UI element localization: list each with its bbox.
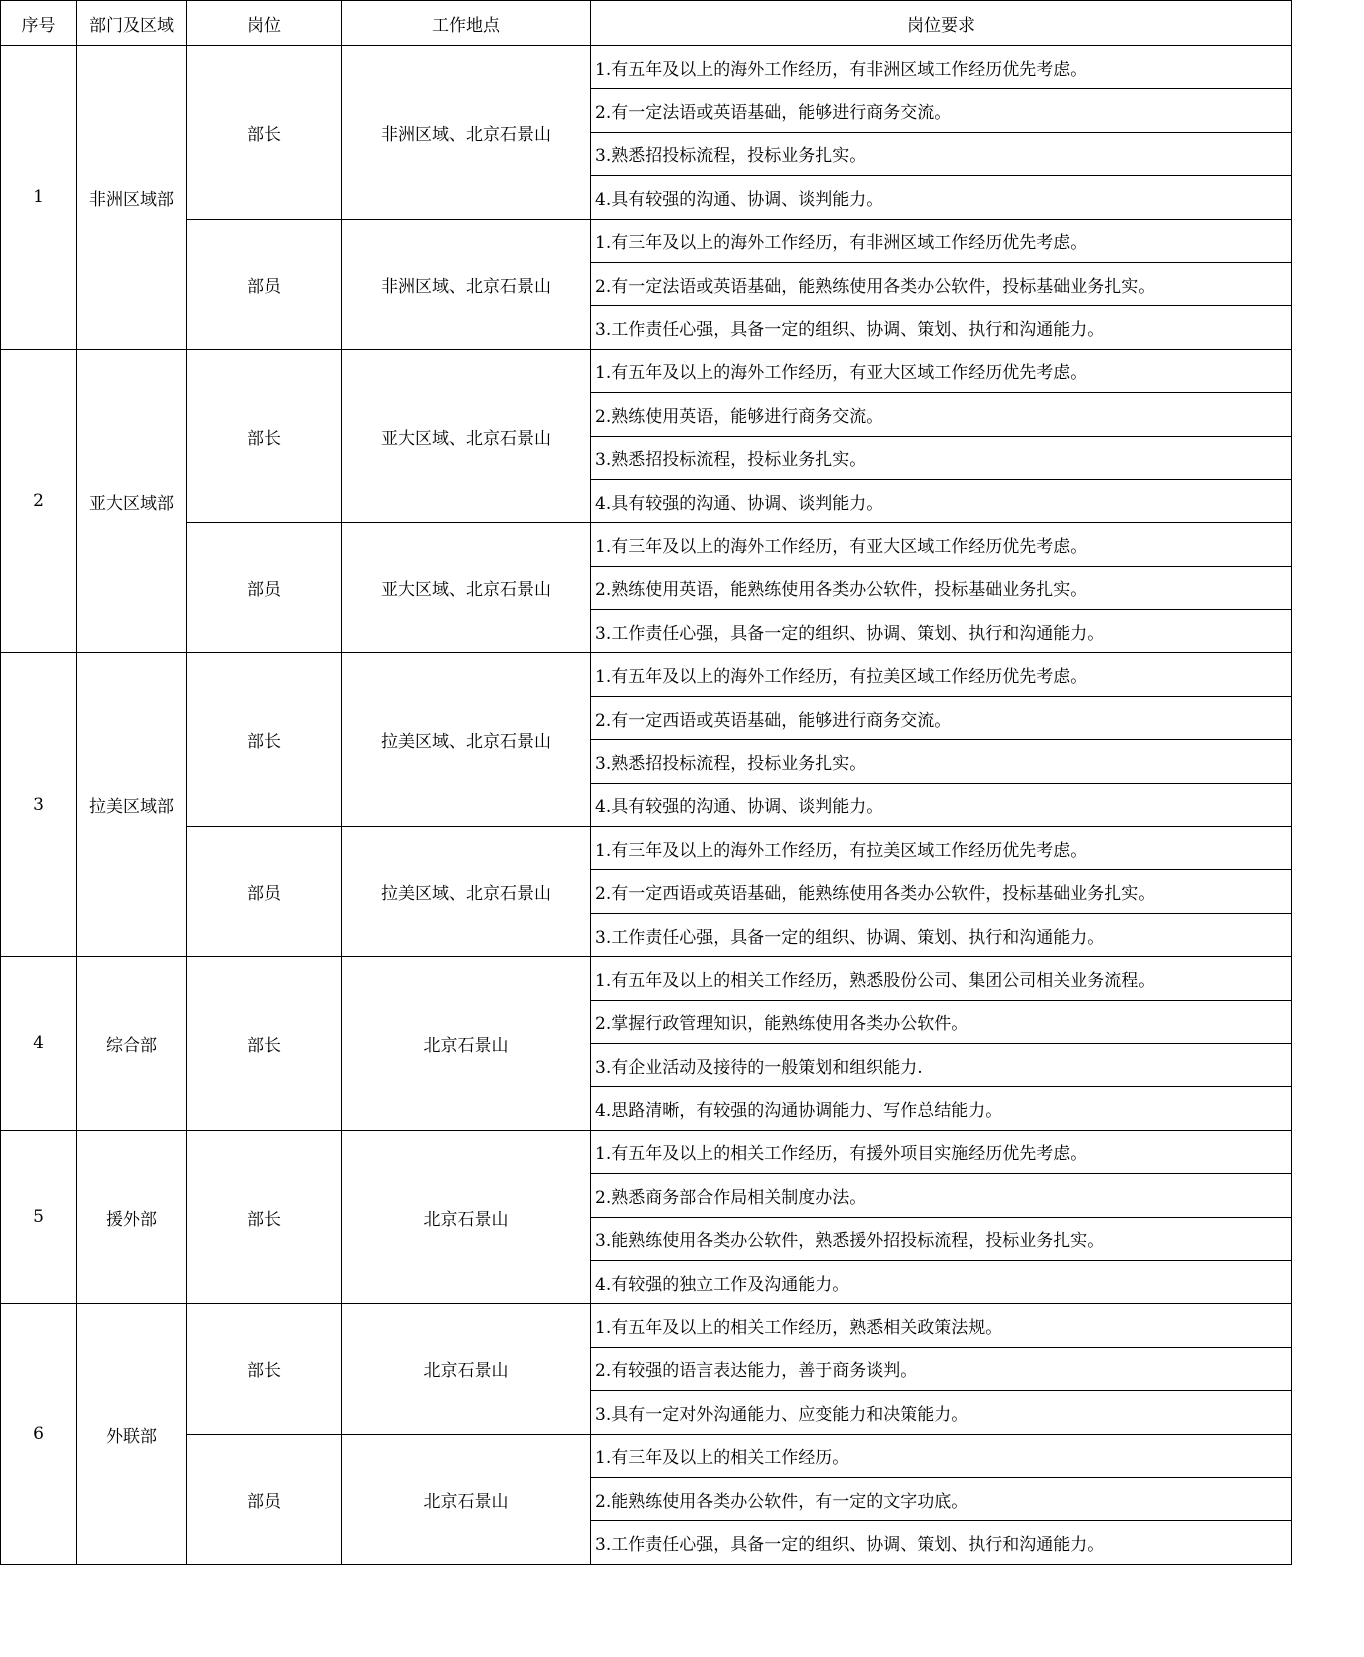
position-title: 部员 — [187, 523, 342, 653]
department-number: 5 — [1, 1130, 77, 1304]
position-title: 部长 — [187, 46, 342, 220]
requirement-item: 1.有三年及以上的相关工作经历。 — [591, 1434, 1292, 1477]
requirement-item: 3.熟悉招投标流程，投标业务扎实。 — [591, 740, 1292, 783]
requirement-item: 1.有五年及以上的相关工作经历，熟悉股份公司、集团公司相关业务流程。 — [591, 957, 1292, 1000]
department-name: 援外部 — [77, 1130, 187, 1304]
position-title: 部员 — [187, 1434, 342, 1564]
work-location: 北京石景山 — [342, 1304, 591, 1434]
work-location: 北京石景山 — [342, 1130, 591, 1304]
work-location: 北京石景山 — [342, 957, 591, 1131]
header-position: 岗位 — [187, 1, 342, 46]
requirement-item: 3.工作责任心强，具备一定的组织、协调、策划、执行和沟通能力。 — [591, 610, 1292, 653]
requirement-item: 1.有五年及以上的海外工作经历，有亚大区域工作经历优先考虑。 — [591, 349, 1292, 392]
work-location: 亚大区域、北京石景山 — [342, 349, 591, 523]
department-number: 4 — [1, 957, 77, 1131]
requirement-item: 2.有一定法语或英语基础，能熟练使用各类办公软件，投标基础业务扎实。 — [591, 262, 1292, 305]
work-location: 拉美区域、北京石景山 — [342, 653, 591, 827]
table-row — [1, 827, 1292, 870]
requirement-item: 2.有一定西语或英语基础，能够进行商务交流。 — [591, 696, 1292, 739]
requirement-item: 1.有三年及以上的海外工作经历，有亚大区域工作经历优先考虑。 — [591, 523, 1292, 566]
requirement-item: 3.熟悉招投标流程，投标业务扎实。 — [591, 132, 1292, 175]
requirement-item: 4.具有较强的沟通、协调、谈判能力。 — [591, 176, 1292, 219]
department-number: 3 — [1, 653, 77, 957]
position-title: 部长 — [187, 653, 342, 827]
table-row — [1, 1434, 1292, 1477]
work-location: 非洲区域、北京石景山 — [342, 219, 591, 349]
department-name: 非洲区域部 — [77, 46, 187, 350]
header-location: 工作地点 — [342, 1, 591, 46]
requirement-item: 1.有五年及以上的海外工作经历，有拉美区域工作经历优先考虑。 — [591, 653, 1292, 696]
requirement-item: 3.工作责任心强，具备一定的组织、协调、策划、执行和沟通能力。 — [591, 306, 1292, 349]
requirement-item: 3.有企业活动及接待的一般策划和组织能力. — [591, 1043, 1292, 1086]
work-location: 拉美区域、北京石景山 — [342, 827, 591, 957]
requirement-item: 2.能熟练使用各类办公软件，有一定的文字功底。 — [591, 1477, 1292, 1520]
requirement-item: 3.能熟练使用各类办公软件，熟悉援外招投标流程，投标业务扎实。 — [591, 1217, 1292, 1260]
requirement-item: 4.具有较强的沟通、协调、谈判能力。 — [591, 783, 1292, 826]
header-requirements: 岗位要求 — [591, 1, 1292, 46]
requirement-item: 2.熟练使用英语，能够进行商务交流。 — [591, 393, 1292, 436]
position-title: 部长 — [187, 957, 342, 1131]
requirement-item: 4.思路清晰，有较强的沟通协调能力、写作总结能力。 — [591, 1087, 1292, 1130]
department-name: 综合部 — [77, 957, 187, 1131]
table-row — [1, 653, 1292, 696]
table-row — [1, 957, 1292, 1000]
requirement-item: 2.有一定西语或英语基础，能熟练使用各类办公软件，投标基础业务扎实。 — [591, 870, 1292, 913]
requirement-item: 2.熟悉商务部合作局相关制度办法。 — [591, 1174, 1292, 1217]
work-location: 非洲区域、北京石景山 — [342, 46, 591, 220]
header-department: 部门及区域 — [77, 1, 187, 46]
header-no: 序号 — [1, 1, 77, 46]
department-name: 亚大区域部 — [77, 349, 187, 653]
department-name: 外联部 — [77, 1304, 187, 1564]
requirement-item: 4.具有较强的沟通、协调、谈判能力。 — [591, 479, 1292, 522]
requirement-item: 2.有较强的语言表达能力，善于商务谈判。 — [591, 1347, 1292, 1390]
table-row — [1, 219, 1292, 262]
work-location: 亚大区域、北京石景山 — [342, 523, 591, 653]
requirement-item: 1.有三年及以上的海外工作经历，有非洲区域工作经历优先考虑。 — [591, 219, 1292, 262]
requirement-item: 1.有三年及以上的海外工作经历，有拉美区域工作经历优先考虑。 — [591, 827, 1292, 870]
position-title: 部长 — [187, 1304, 342, 1434]
requirement-item: 3.具有一定对外沟通能力、应变能力和决策能力。 — [591, 1391, 1292, 1434]
requirement-item: 3.工作责任心强，具备一定的组织、协调、策划、执行和沟通能力。 — [591, 913, 1292, 956]
department-number: 2 — [1, 349, 77, 653]
requirement-item: 2.掌握行政管理知识，能熟练使用各类办公软件。 — [591, 1000, 1292, 1043]
work-location: 北京石景山 — [342, 1434, 591, 1564]
position-title: 部长 — [187, 349, 342, 523]
requirement-item: 4.有较强的独立工作及沟通能力。 — [591, 1260, 1292, 1303]
table-row — [1, 523, 1292, 566]
header-row — [1, 1, 1292, 46]
position-title: 部员 — [187, 827, 342, 957]
department-number: 1 — [1, 46, 77, 350]
requirement-item: 1.有五年及以上的相关工作经历，有援外项目实施经历优先考虑。 — [591, 1130, 1292, 1173]
position-title: 部长 — [187, 1130, 342, 1304]
department-number: 6 — [1, 1304, 77, 1564]
requirement-item: 2.熟练使用英语，能熟练使用各类办公软件，投标基础业务扎实。 — [591, 566, 1292, 609]
department-name: 拉美区域部 — [77, 653, 187, 957]
requirement-item: 1.有五年及以上的海外工作经历，有非洲区域工作经历优先考虑。 — [591, 46, 1292, 89]
table-row — [1, 1304, 1292, 1347]
requirement-item: 3.熟悉招投标流程，投标业务扎实。 — [591, 436, 1292, 479]
table-row — [1, 46, 1292, 89]
requirement-item: 3.工作责任心强，具备一定的组织、协调、策划、执行和沟通能力。 — [591, 1521, 1292, 1564]
position-title: 部员 — [187, 219, 342, 349]
table-row — [1, 1130, 1292, 1173]
requirement-item: 2.有一定法语或英语基础，能够进行商务交流。 — [591, 89, 1292, 132]
table-row — [1, 349, 1292, 392]
requirement-item: 1.有五年及以上的相关工作经历，熟悉相关政策法规。 — [591, 1304, 1292, 1347]
